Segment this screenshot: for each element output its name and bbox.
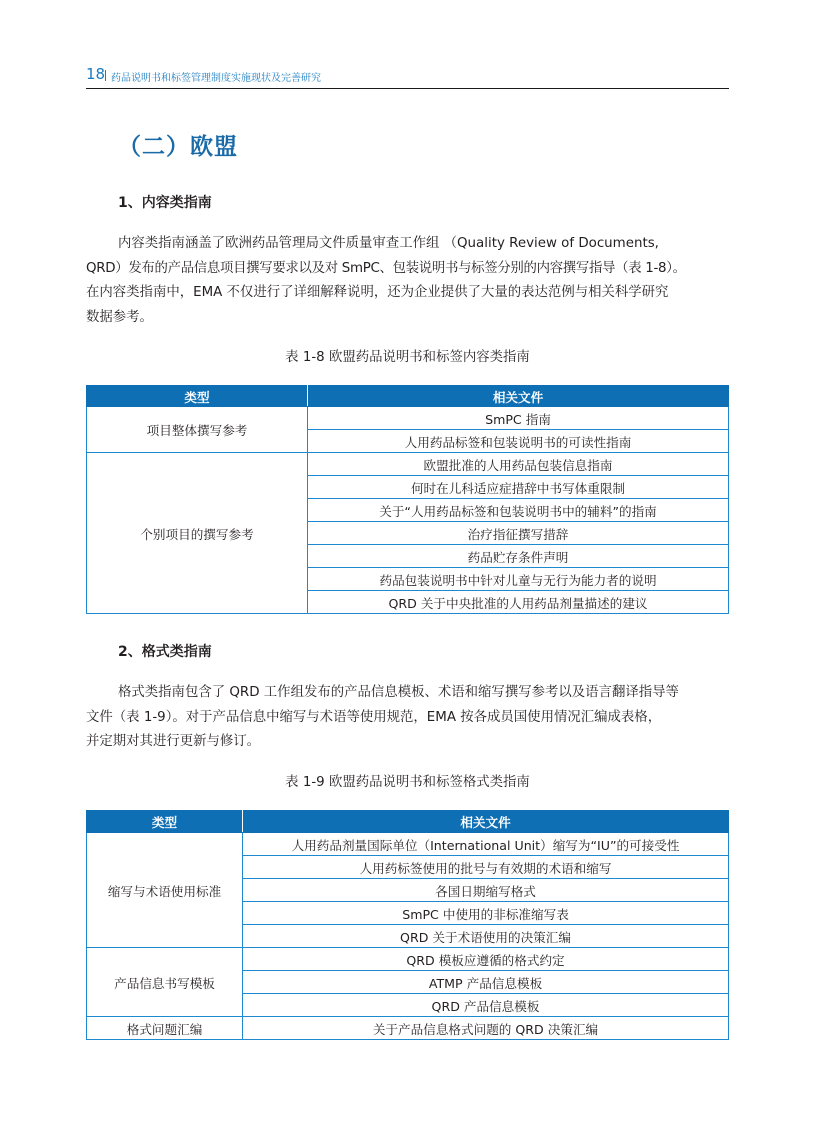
document-cell: 何时在儿科适应症措辞中书写体重限制 [308, 476, 729, 499]
running-title: 药品说明书和标签管理制度实施现状及完善研究 [111, 73, 321, 84]
column-header: 相关文件 [243, 811, 729, 833]
table-row [87, 833, 729, 856]
table-caption: 表 1-9 欧盟药品说明书和标签格式类指南 [285, 775, 530, 790]
paragraph-line: 文件（表 1-9）。对于产品信息中缩写与术语等使用规范，EMA 按各成员国使用情况汇编成表格， [86, 709, 662, 725]
table-header-row [87, 386, 729, 407]
format-guides-table [86, 810, 729, 1040]
document-cell: 药品贮存条件声明 [308, 545, 729, 568]
column-header: 相关文件 [308, 386, 729, 407]
document-cell: 人用药品标签和包装说明书的可读性指南 [308, 430, 729, 453]
document-cell: 治疗指征撰写措辞 [308, 522, 729, 545]
paragraph-line: 在内容类指南中，EMA 不仅进行了详细解释说明，还为企业提供了大量的表达范例与相关科学研究 [86, 285, 669, 300]
document-cell: SmPC 指南 [308, 407, 729, 430]
paragraph-content-guides [86, 232, 729, 330]
type-cell: 缩写与术语使用标准 [87, 833, 243, 948]
paragraph-line: 并定期对其进行更新与修订。 [86, 734, 261, 749]
document-cell: 关于“人用药品标签和包装说明书中的辅料”的指南 [308, 499, 729, 522]
document-cell: SmPC 中使用的非标准缩写表 [243, 902, 729, 925]
document-cell: QRD 产品信息模板 [243, 994, 729, 1017]
page-number: 18 [86, 65, 106, 83]
page-header [86, 64, 729, 89]
document-cell: 各国日期缩写格式 [243, 879, 729, 902]
paragraph-line: 数据参考。 [86, 309, 153, 325]
document-cell: QRD 关于术语使用的决策汇编 [243, 925, 729, 948]
header-divider [105, 70, 106, 81]
subsection-heading-format: 2、格式类指南 [118, 644, 212, 660]
document-cell: 人用药品剂量国际单位（International Unit）缩写为“IU”的可接受性 [243, 833, 729, 856]
type-cell: 个别项目的撰写参考 [87, 453, 308, 614]
table-row [87, 1017, 729, 1040]
type-cell: 格式问题汇编 [87, 1017, 243, 1040]
paragraph-line: QRD）发布的产品信息项目撰写要求以及对 SmPC、包装说明书与标签分别的内容撰写指导（表 1-8）。 [86, 260, 686, 276]
document-cell: QRD 关于中央批准的人用药品剂量描述的建议 [308, 591, 729, 614]
type-cell: 产品信息书写模板 [87, 948, 243, 1017]
table-row [87, 453, 729, 476]
table-caption: 表 1-8 欧盟药品说明书和标签内容类指南 [285, 350, 530, 365]
document-cell: 人用药标签使用的批号与有效期的术语和缩写 [243, 856, 729, 879]
document-cell: 关于产品信息格式问题的 QRD 决策汇编 [243, 1017, 729, 1040]
paragraph-line: 格式类指南包含了 QRD 工作组发布的产品信息模板、术语和缩写撰写参考以及语言翻译指导等 [118, 685, 679, 700]
type-cell: 项目整体撰写参考 [87, 407, 308, 453]
table-header-row [87, 811, 729, 833]
document-cell: 药品包装说明书中针对儿童与无行为能力者的说明 [308, 568, 729, 591]
content-guides-table [86, 385, 729, 614]
document-cell: QRD 模板应遵循的格式约定 [243, 948, 729, 971]
column-header: 类型 [87, 811, 243, 833]
section-title: （二）欧盟 [118, 134, 238, 160]
table-row [87, 407, 729, 430]
paragraph-line: 内容类指南涵盖了欧洲药品管理局文件质量审查工作组 （Quality Review of Documents, [118, 236, 659, 251]
table-row [87, 948, 729, 971]
document-cell: ATMP 产品信息模板 [243, 971, 729, 994]
document-cell: 欧盟批准的人用药品包装信息指南 [308, 453, 729, 476]
subsection-heading-content: 1、内容类指南 [118, 195, 212, 211]
column-header: 类型 [87, 386, 308, 407]
paragraph-format-guides [86, 681, 729, 755]
